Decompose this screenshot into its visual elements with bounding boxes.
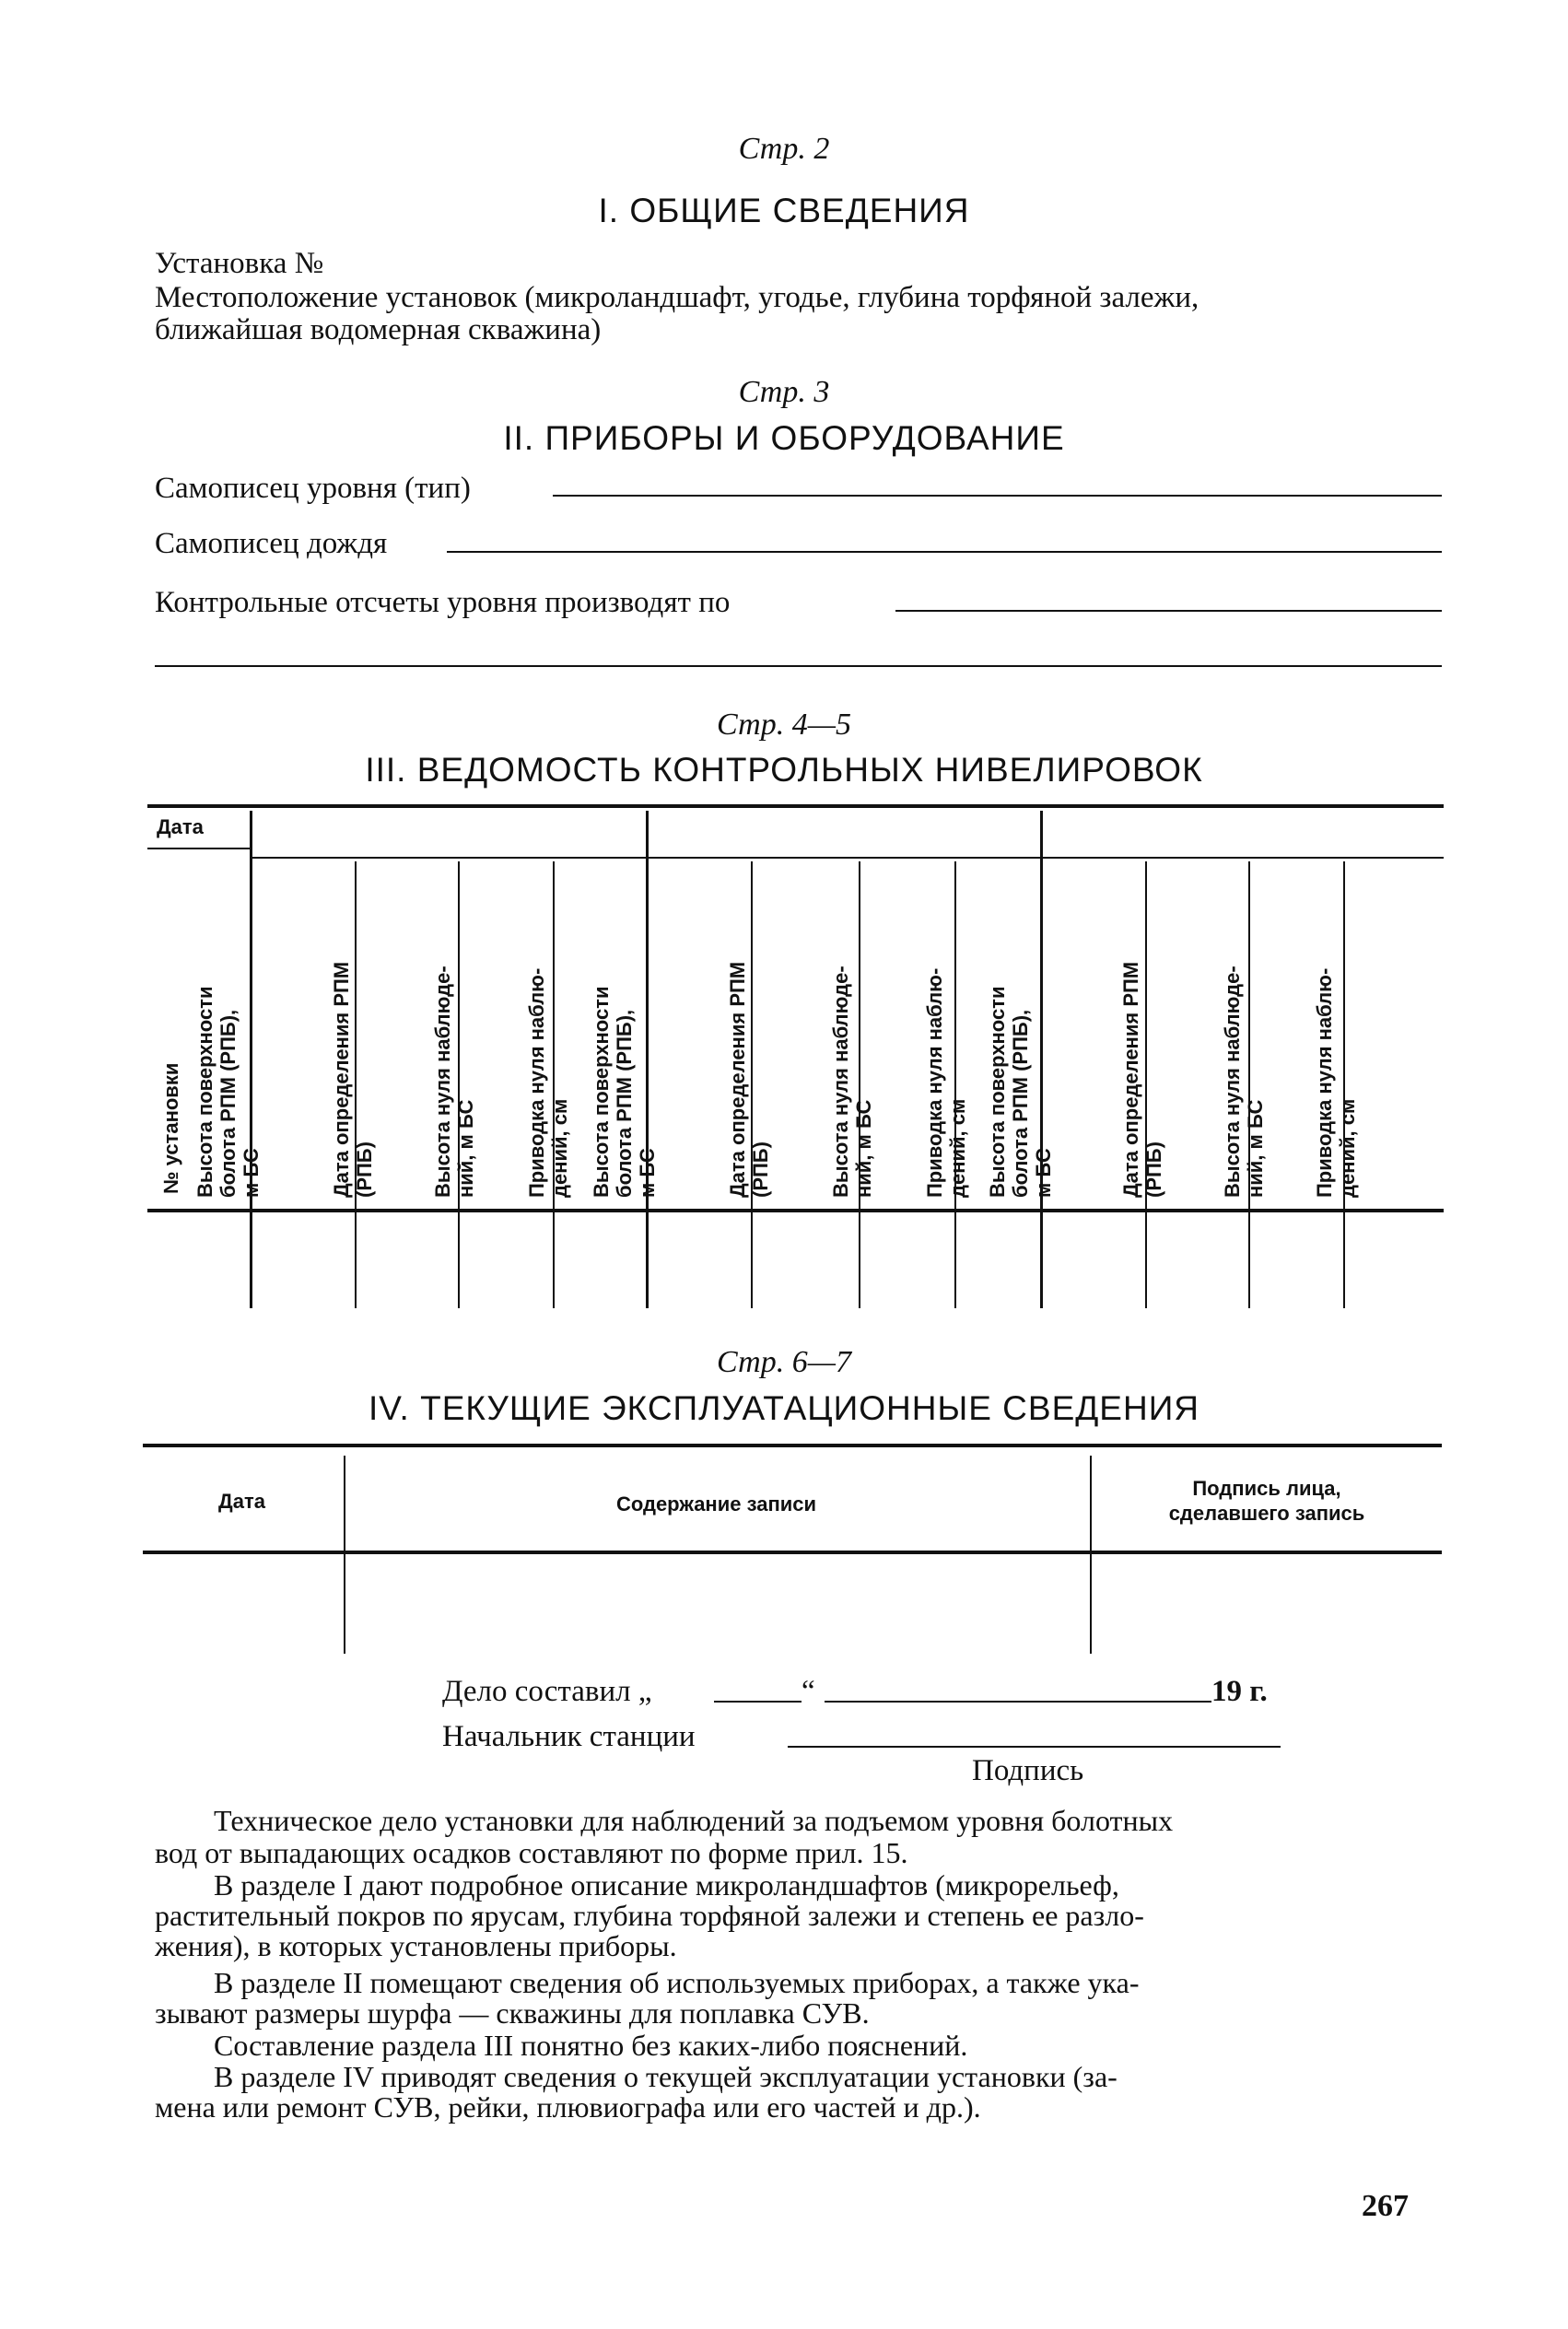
paragraph-2-line-1: В разделе I дают подробное описание микроландшафтов (микрорельеф,	[214, 1868, 1119, 1902]
leveling-hdr-1-zero: Высота нуля наблюде- ний, м БС	[431, 966, 477, 1198]
paragraph-3-line-1: В разделе II помещают сведения об используемых приборах, а также ука-	[214, 1966, 1140, 1999]
section4-page-ref: Стр. 6—7	[717, 1345, 851, 1379]
operations-vline-1	[344, 1456, 345, 1654]
leveling-date-row-line	[251, 857, 1444, 859]
operations-hdr-date: Дата	[218, 1490, 265, 1513]
leveling-hdr-1-adjust: Приводка нуля наблю- дений, см	[525, 967, 571, 1198]
operations-hdr-sign-2: сделавшего запись	[1168, 1502, 1365, 1525]
station-chief-label: Начальник станции	[442, 1720, 696, 1753]
compiled-by-label: Дело составил „	[442, 1675, 652, 1708]
installation-number-label: Установка №	[155, 247, 324, 280]
section3-page-ref: Стр. 4—5	[717, 708, 851, 742]
operations-vline-2	[1090, 1456, 1092, 1654]
paragraph-5-line-1: В разделе IV приводят сведения о текущей эксплуатации установки (за-	[214, 2060, 1117, 2093]
leveling-hdr-1-date: Дата определения РПМ (РПБ)	[330, 961, 376, 1198]
paragraph-1-line-1: Техническое дело установки для наблюдений за подъемом уровня болотных	[214, 1804, 1174, 1837]
leveling-hdr-2-surface: Высота поверхности болота РПМ (РПБ), м БС	[590, 986, 659, 1198]
paragraph-2-line-2: растительный покров по ярусам, глубина торфяной залежи и степень ее разло-	[155, 1899, 1144, 1932]
leveling-date-label: Дата	[157, 815, 204, 838]
paragraph-2-line-3: жения), в которых установлены приборы.	[155, 1929, 677, 1962]
operations-table-top-rule	[143, 1444, 1442, 1447]
day-line	[714, 1701, 802, 1703]
leveling-table-top-rule	[147, 804, 1444, 808]
page-number: 267	[1362, 2189, 1409, 2223]
operations-hdr-content: Содержание записи	[615, 1492, 817, 1516]
leveling-hdr-1-surface: Высота поверхности болота РПМ (РПБ), м БС	[193, 986, 263, 1198]
leveling-hdr-3-zero: Высота нуля наблюде- ний, м БС	[1221, 966, 1267, 1198]
level-recorder-label: Самописец уровня (тип)	[155, 472, 471, 505]
location-line-1: Местоположение установок (микроландшафт, угодье, глубина торфяной залежи,	[155, 281, 1199, 314]
location-line-2: ближайшая водомерная скважина)	[155, 313, 602, 346]
section1-title: I. ОБЩИЕ СВЕДЕНИЯ	[598, 192, 970, 229]
leveling-hdr-installation: № установки	[159, 1062, 182, 1194]
leveling-hdr-2-adjust: Приводка нуля наблю- дений, см	[923, 967, 969, 1198]
chief-signature-line	[788, 1746, 1281, 1748]
paragraph-1-line-2: вод от выпадающих осадков составляют по форме прил. 15.	[155, 1836, 908, 1869]
paragraph-5-line-2: мена или ремонт СУВ, рейки, плювиографа или его частей и др.).	[155, 2090, 981, 2124]
control-readings-line	[895, 610, 1442, 612]
paragraph-3-line-2: зывают размеры шурфа — скважины для поплавка СУВ.	[155, 1996, 870, 2030]
year-label: 19 г.	[1211, 1675, 1268, 1708]
leveling-hdr-2-zero: Высота нуля наблюде- ний, м БС	[829, 966, 875, 1198]
section4-title: IV. ТЕКУЩИЕ ЭКСПЛУАТАЦИОННЫЕ СВЕДЕНИЯ	[368, 1389, 1200, 1427]
paragraph-4-line-1: Составление раздела III понятно без каких-либо пояснений.	[214, 2029, 968, 2062]
section2-page-ref: Стр. 3	[738, 375, 830, 409]
month-line	[825, 1701, 1211, 1703]
leveling-hdr-2-date: Дата определения РПМ (РПБ)	[726, 961, 772, 1198]
closing-quote: “	[802, 1675, 815, 1708]
control-readings-label: Контрольные отсчеты уровня производят по	[155, 586, 731, 619]
section2-bottom-line	[155, 665, 1442, 667]
section3-title: III. ВЕДОМОСТЬ КОНТРОЛЬНЫХ НИВЕЛИРОВОК	[365, 751, 1203, 789]
section2-title: II. ПРИБОРЫ И ОБОРУДОВАНИЕ	[503, 419, 1065, 457]
operations-hdr-sign-1: Подпись лица,	[1192, 1477, 1341, 1500]
signature-caption: Подпись	[972, 1754, 1084, 1787]
operations-header-bottom-rule	[143, 1551, 1442, 1554]
level-recorder-line	[553, 495, 1442, 497]
rain-recorder-line	[447, 551, 1442, 553]
leveling-date-underline	[147, 848, 251, 849]
leveling-hdr-3-date: Дата определения РПМ (РПБ)	[1119, 961, 1165, 1198]
leveling-hdr-3-surface: Высота поверхности болота РПМ (РПБ), м БС	[986, 986, 1055, 1198]
section1-page-ref: Стр. 2	[738, 132, 830, 166]
leveling-hdr-3-adjust: Приводка нуля наблю- дений, см	[1313, 967, 1359, 1198]
rain-recorder-label: Самописец дождя	[155, 527, 388, 560]
